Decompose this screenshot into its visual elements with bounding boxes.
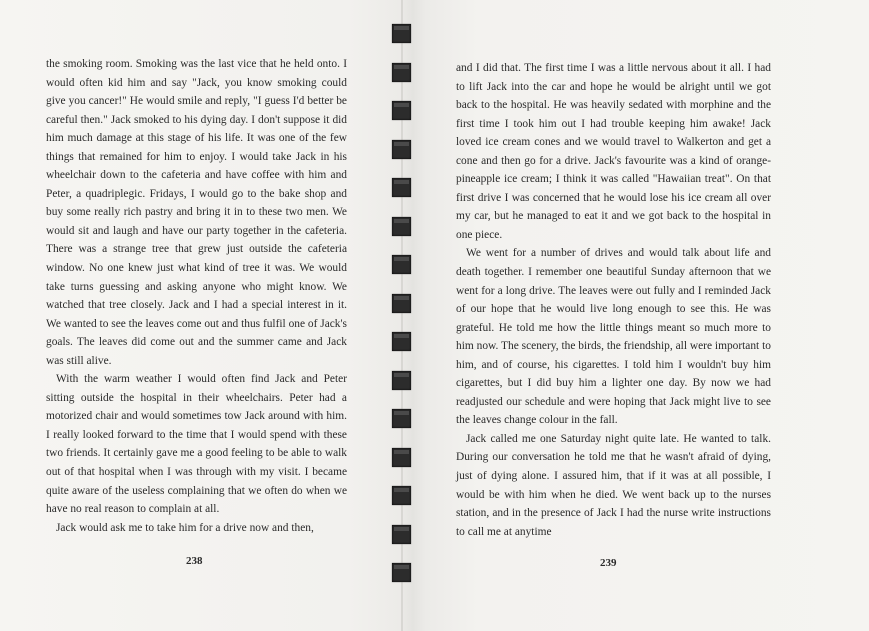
left-page-number: 238 — [186, 555, 203, 567]
spiral-binding-slot-icon — [392, 101, 411, 120]
spiral-binding-slot-icon — [392, 563, 411, 582]
spiral-binding-slot-icon — [392, 332, 411, 351]
right-page-number: 239 — [600, 557, 617, 569]
left-paragraph-1: the smoking room. Smoking was the last vice that he held onto. I would often kid him and say "Jack, you know smoking could give you cancer!" He would smile and reply, "I guess I'd better be careful then." Jack smoked to his dying day. I don't suppose it did him much damage at this stage of his life. It was one of the few things that remained for him to enjoy. I would take Jack in his wheelchair down to the cafeteria and have coffee with him and Peter, a quadriplegic. Fridays, I would go to the bake shop and buy some really rich pastry and bring it in to these two men. We would sit and laugh and have our party together in the cafeteria. There was a strange tree that grew just outside the cafeteria window. No one knew just what kind of tree it was. We would take turns guessing and asking anyone who might know. We watched that tree closely. Jack and I had a special interest in it. We wanted to see the leaves come out and thus fulfil one of Jack's goals. The leaves did come out and the summer came and Jack was still alive. — [46, 58, 347, 367]
spiral-binding-slot-icon — [392, 525, 411, 544]
spiral-binding-slot-icon — [392, 217, 411, 236]
spiral-binding-slot-icon — [392, 409, 411, 428]
spiral-binding-slot-icon — [392, 255, 411, 274]
spiral-binding-slot-icon — [392, 294, 411, 313]
spiral-binding-slot-icon — [392, 63, 411, 82]
left-page — [0, 0, 395, 631]
right-page — [410, 0, 869, 631]
spiral-binding-slot-icon — [392, 178, 411, 197]
right-paragraph-1: and I did that. The first time I was a little nervous about it all. I had to lift Jack into the car and hope he would be alright until we got back to the hospital. He was heavily sedated with morphine and the first time I took him out I had trouble keeping him awake! Jack loved ice cream cones and we would travel to Walkerton and get a cone and then go for a drive. Jack's favourite was a kind of orange-pineapple ice cream; I think it was called "Hawaiian treat". On that first drive I was concerned that he would lose his ice cream all over my car, but he managed to eat it and we got back to the hospital in one piece. — [456, 62, 771, 241]
spiral-binding-slot-icon — [392, 24, 411, 43]
right-page-text — [456, 59, 771, 541]
left-page-text — [46, 55, 347, 537]
left-paragraph-2: With the warm weather I would often find Jack and Peter sitting outside the hospital in their wheelchairs. Peter had a motorized chair and would sometimes tow Jack around with him. I really looked forward to the time that I would spend with these two friends. It certainly gave me a good feeling to be able to walk out of that hospital when I was through with my visit. I became quite aware of the useless complaining that we often do when we have no real reason to complain at all. — [46, 373, 347, 516]
spiral-binding-slot-icon — [392, 448, 411, 467]
right-paragraph-3: Jack called me one Saturday night quite late. He wanted to talk. During our conversation he told me that he wasn't afraid of dying, just of dying alone. I assured him, that if it was at all possible, I would be with him when he died. We went back up to the nurses station, and in the presence of Jack I had the nurse write instructions to call me at anytime — [456, 432, 771, 538]
spiral-binding-slot-icon — [392, 140, 411, 159]
left-paragraph-3: Jack would ask me to take him for a drive now and then, — [56, 521, 314, 534]
right-paragraph-2: We went for a number of drives and would talk about life and death together. I remember one beautiful Sunday afternoon that we went for a long drive. The leaves were out fully and I reminded Jack of our hope that he would live long enough to see this. He was grateful. He told me how the little things meant so much more to him now. The scenery, the birds, the friendship, all were important to him, and of course, his cigarettes. I told him I wouldn't buy him cigarettes, but I did buy him a lighter one day. By now we had readjusted our schedule and were hoping that Jack might live to see the leaves change colour in the fall. — [456, 247, 771, 427]
spiral-binding-slot-icon — [392, 371, 411, 390]
spiral-binding-slot-icon — [392, 486, 411, 505]
